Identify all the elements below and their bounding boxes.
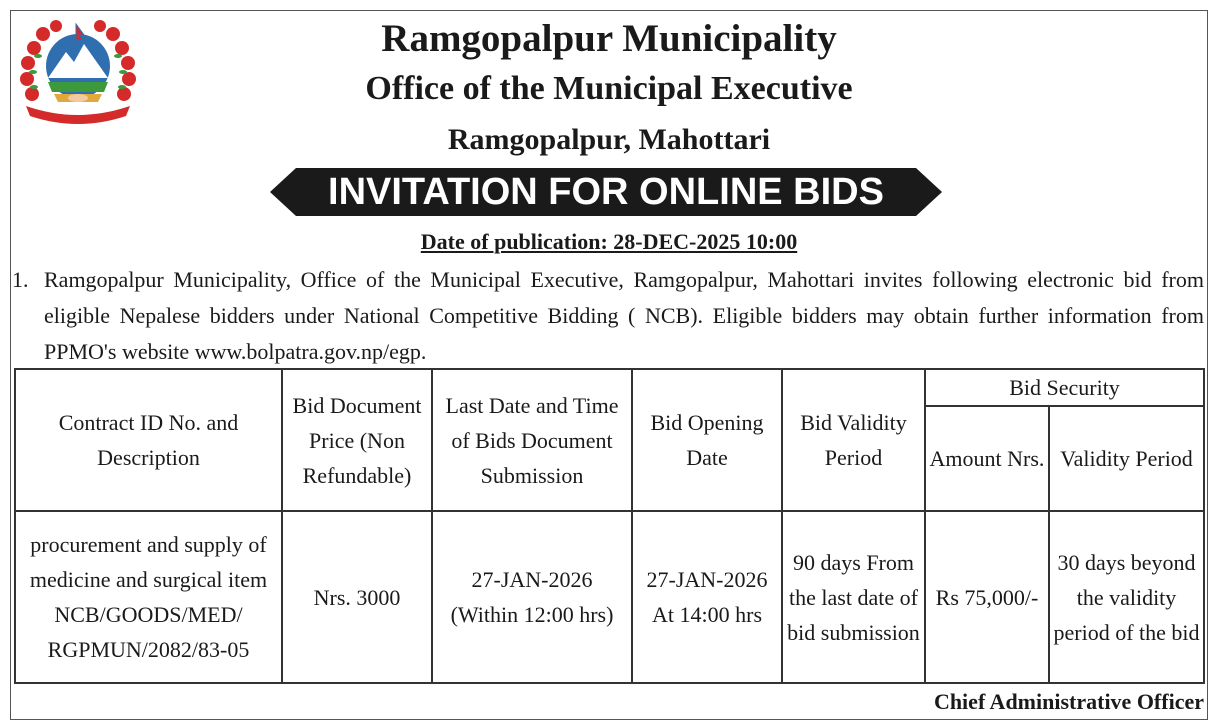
cell-last-date: [432, 511, 632, 683]
cell-opening: [632, 511, 782, 683]
header-amount: Amount Nrs.: [925, 406, 1049, 511]
opening-time: At 14:00 hrs: [652, 602, 762, 627]
notice-text: Ramgopalpur Municipality, Office of the Municipal Executive, Ramgopalpur, Mahottari invites following electronic bid from eligible Nepalese bidders under National Competitive Bidding ( NCB). Eligible bidders may obtain further information from PPMO's website www.bolpatra.gov.np/egp.: [44, 267, 1204, 364]
header-validity: Bid Validity Period: [782, 369, 925, 511]
office-title: Office of the Municipal Executive: [365, 70, 853, 107]
banner-text: INVITATION FOR ONLINE BIDS: [328, 171, 884, 213]
bid-table: [14, 368, 1205, 684]
municipality-title: Ramgopalpur Municipality: [381, 17, 837, 60]
last-date: 27-JAN-2026: [471, 567, 593, 592]
header-price: Bid Document Price (Non Refundable): [282, 369, 432, 511]
last-time: (Within 12:00 hrs): [450, 602, 614, 627]
opening-date: 27-JAN-2026: [646, 567, 768, 592]
contract-description: procurement and supply of medicine and surgical item: [29, 532, 268, 592]
publication-date: Date of publication: 28-DEC-2025 10:00: [420, 229, 798, 254]
header-contract: Contract ID No. and Description: [15, 369, 282, 511]
emblem-motto: जननी जन्मभूमिश्च स्वर्गादपि गरीयसी: [45, 108, 111, 113]
notice-paragraph: [12, 262, 1204, 370]
cell-amount: Rs 75,000/-: [925, 511, 1049, 683]
cell-price: Nrs. 3000: [282, 511, 432, 683]
cell-validity: 90 days From the last date of bid submission: [782, 511, 925, 683]
table-row: [15, 511, 1204, 683]
invitation-banner: [270, 168, 942, 216]
header-security-validity: Validity Period: [1049, 406, 1204, 511]
table-header-row: [15, 369, 1204, 406]
header-last-date: Last Date and Time of Bids Document Submission: [432, 369, 632, 511]
cell-security-validity: 30 days beyond the validity period of the bid: [1049, 511, 1204, 683]
header-bid-security: Bid Security: [925, 369, 1204, 406]
cell-contract: [15, 511, 282, 683]
paragraph-number: 1.: [12, 267, 29, 292]
contract-id: NCB/GOODS/MED/ RGPMUN/2082/83-05: [47, 602, 250, 662]
signature-title: Chief Administrative Officer: [933, 689, 1204, 714]
location-title: Ramgopalpur, Mahottari: [447, 123, 771, 156]
header-opening: Bid Opening Date: [632, 369, 782, 511]
